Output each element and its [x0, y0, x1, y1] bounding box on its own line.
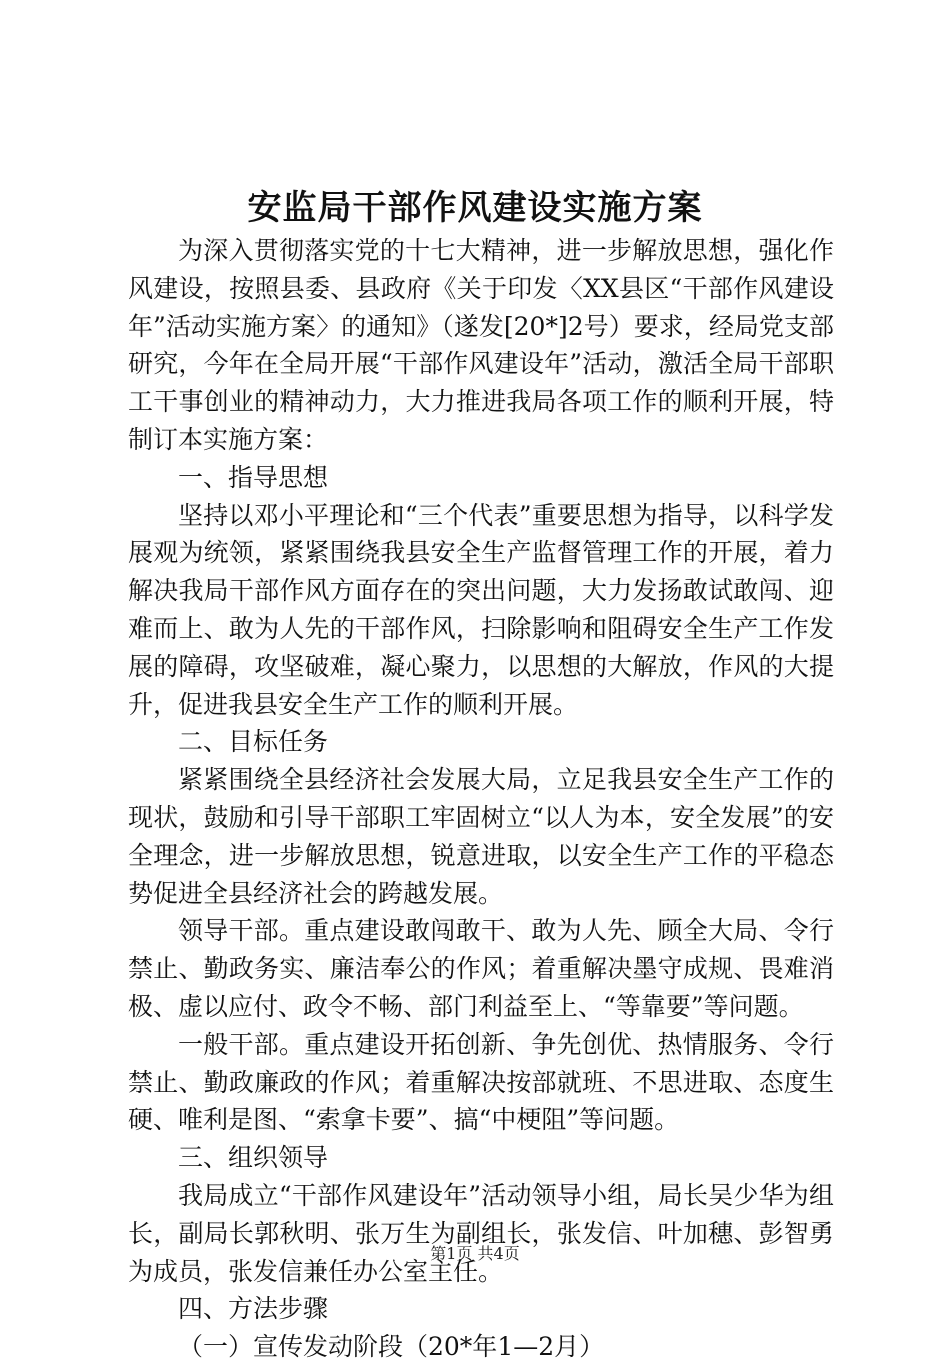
- page-indicator: 第1页 共4页: [430, 1244, 520, 1263]
- body-paragraph: 一般干部。重点建设开拓创新、争先创优、热情服务、令行禁止、勤政廉政的作风；着重解决按部就班、不思进取、态度生硬、唯利是图、“索拿卡要”、搞“中梗阻”等问题。: [128, 1029, 834, 1135]
- document-body: [128, 232, 834, 1366]
- body-paragraph: 我局成立“干部作风建设年”活动领导小组，局长吴少华为组长，副局长郭秋明、张万生为副组长，张发信、叶加穗、彭智勇为成员，张发信兼任办公室主任。: [128, 1180, 834, 1286]
- subsection-heading-phase-one: （一）宣传发动阶段（20*年1—2月）: [178, 1332, 605, 1362]
- document-title: 安监局干部作风建设实施方案: [247, 188, 703, 228]
- section-heading-methods: 四、方法步骤: [178, 1294, 329, 1324]
- body-paragraph: 紧紧围绕全县经济社会发展大局，立足我县安全生产工作的现状，鼓励和引导干部职工牢固树立“以人为本，安全发展”的安全理念，进一步解放思想，锐意进取，以安全生产工作的平稳态势促进全县经济社会的跨越发展。: [128, 765, 834, 908]
- section-heading-objectives: 二、目标任务: [178, 727, 329, 757]
- section-heading-guiding-ideology: 一、指导思想: [178, 462, 329, 492]
- intro-paragraph: 为深入贯彻落实党的十七大精神，进一步解放思想，强化作风建设，按照县委、县政府《关于印发〈XX县区“干部作风建设年”活动实施方案〉的通知》（遂发[20*]2号）要求，经局党支部研究，今年在全局开展“干部作风建设年”活动，激活全局干部职工干事创业的精神动力，大力推进我局各项工作的顺利开展，特制订本实施方案：: [128, 236, 834, 454]
- page-footer: [0, 1242, 950, 1266]
- section-heading-organization: 三、组织领导: [178, 1143, 329, 1173]
- body-paragraph: 领导干部。重点建设敢闯敢干、敢为人先、顾全大局、令行禁止、勤政务实、廉洁奉公的作风；着重解决墨守成规、畏难消极、虚以应付、政令不畅、部门利益至上、“等靠要”等问题。: [128, 916, 834, 1021]
- body-paragraph: 坚持以邓小平理论和“三个代表”重要思想为指导，以科学发展观为统领，紧紧围绕我县安全生产监督管理工作的开展，着力解决我局干部作风方面存在的突出问题，大力发扬敢试敢闯、迎难而上、敢为人先的干部作风，扫除影响和阻碍安全生产工作发展的障碍，攻坚破难，凝心聚力，以思想的大解放，作风的大提升，促进我县安全生产工作的顺利开展。: [128, 500, 834, 719]
